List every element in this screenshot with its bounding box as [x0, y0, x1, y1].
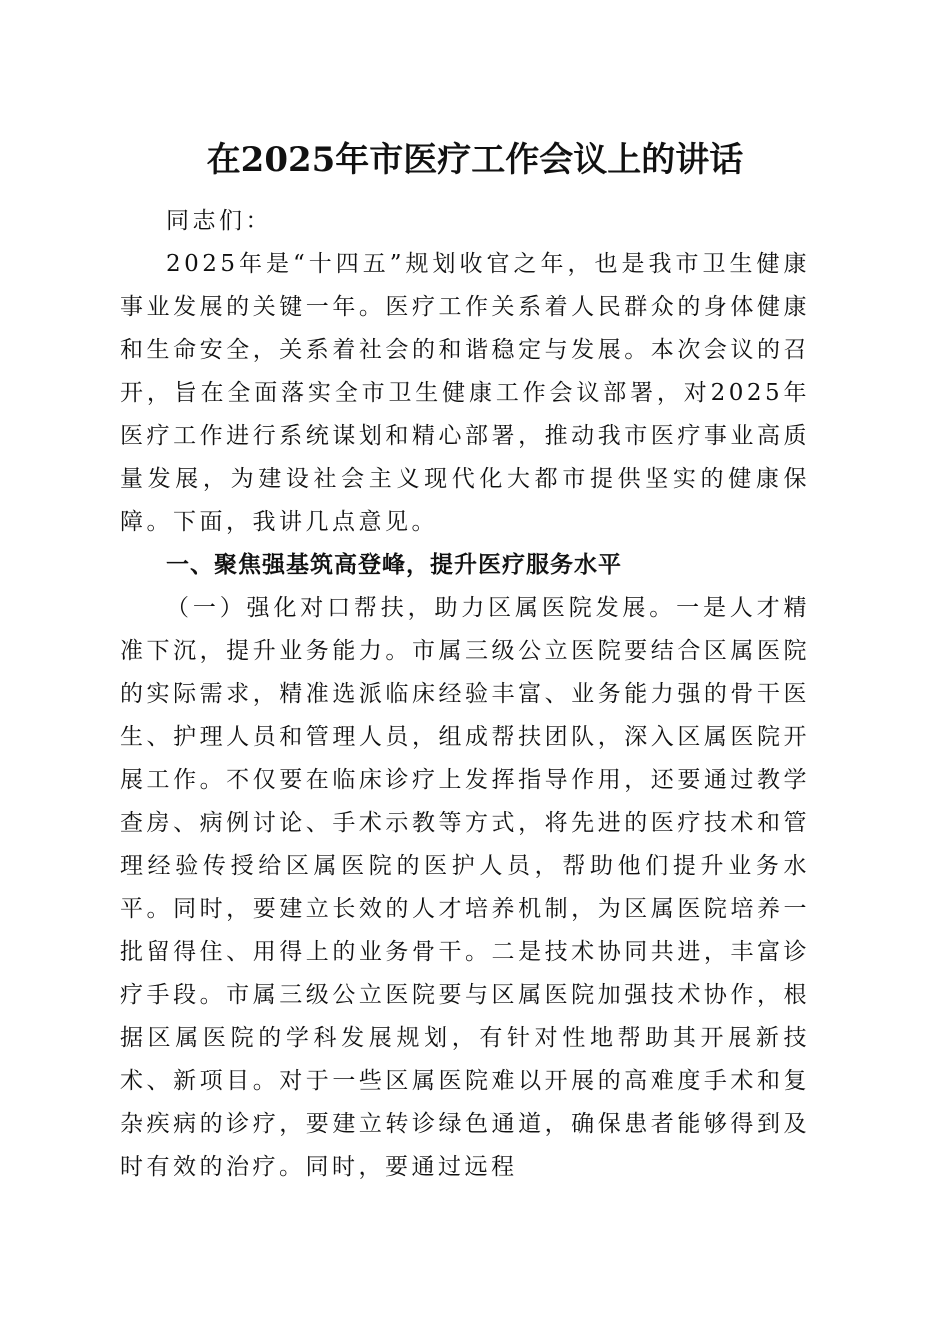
section-heading: 一、聚焦强基筑高登峰，提升医疗服务水平 — [166, 552, 622, 578]
intro-paragraph: 2025年是“十四五”规划收官之年，也是我市卫生健康事业发展的关键一年。医疗工作关系着人民群众的身体健康和生命安全，关系着社会的和谐稳定与发展。本次会议的召开，旨在全面落实全市卫生健康工作会议部署，对2025年医疗工作进行系统谋划和精心部署，推动我市医疗事业高质量发展，为建设社会主义现代化大都市提供坚实的健康保障。下面，我讲几点意见。 — [120, 251, 810, 535]
section-paragraph: （一）强化对口帮扶，助力区属医院发展。一是人才精准下沉，提升业务能力。市属三级公立医院要结合区属医院的实际需求，精准选派临床经验丰富、业务能力强的骨干医生、护理人员和管理人员，组成帮扶团队，深入区属医院开展工作。不仅要在临床诊疗上发挥指导作用，还要通过教学查房、病例讨论、手术示教等方式，将先进的医疗技术和管理经验传授给区属医院的医护人员，帮助他们提升业务水平。同时，要建立长效的人才培养机制，为区属医院培养一批留得住、用得上的业务骨干。二是技术协同共进，丰富诊疗手段。市属三级公立医院要与区属医院加强技术协作，根据区属医院的学科发展规划，有针对性地帮助其开展新技术、新项目。对于一些区属医院难以开展的高难度手术和复杂疾病的诊疗，要建立转诊绿色通道，确保患者能够得到及时有效的治疗。同时，要通过远程 — [120, 595, 810, 1180]
document-body — [120, 200, 810, 1189]
salutation: 同志们： — [166, 208, 272, 234]
document-title: 在2025年市医疗工作会议上的讲话 — [206, 140, 744, 180]
